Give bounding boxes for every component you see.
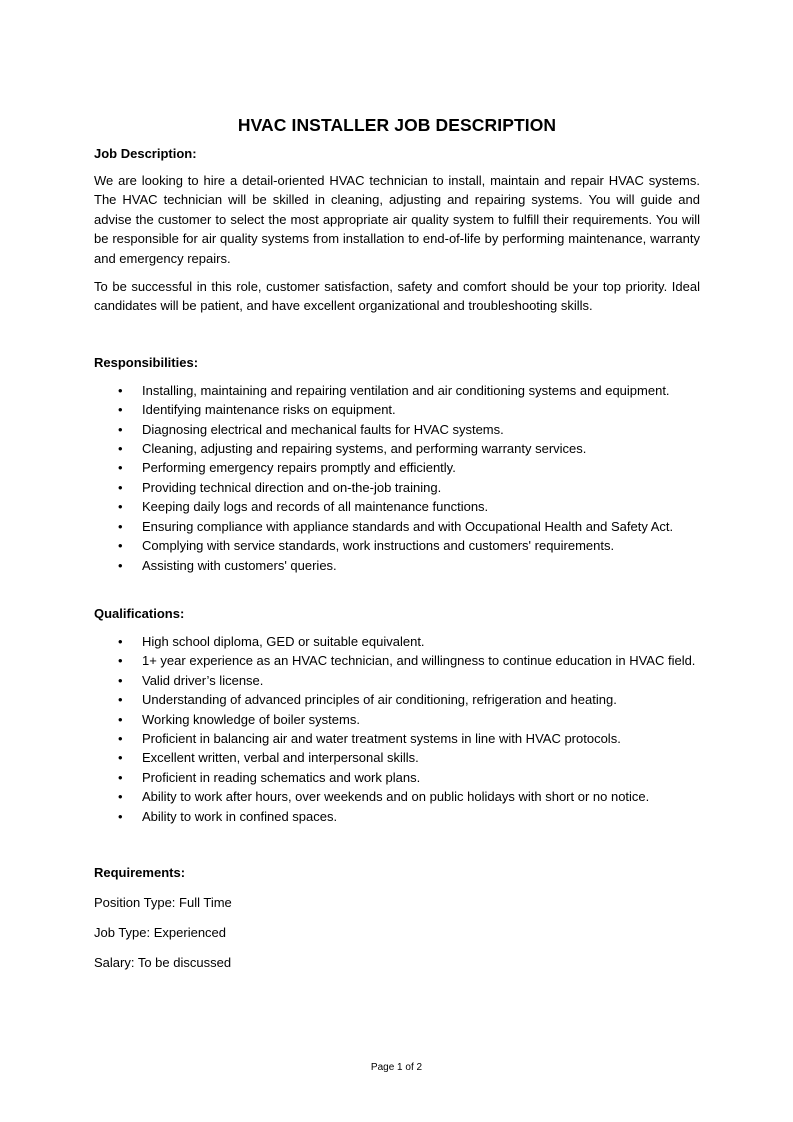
list-item-text: Diagnosing electrical and mechanical faults for HVAC systems. bbox=[142, 421, 504, 437]
bullet-icon: • bbox=[118, 421, 123, 437]
list-item bbox=[94, 497, 700, 516]
section-spacer bbox=[94, 316, 700, 354]
list-item-text: High school diploma, GED or suitable equivalent. bbox=[142, 633, 425, 649]
list-item-text: Keeping daily logs and records of all maintenance functions. bbox=[142, 499, 489, 515]
bullet-icon: • bbox=[118, 789, 123, 805]
list-item bbox=[94, 439, 700, 458]
list-item bbox=[94, 400, 700, 419]
bullet-icon: • bbox=[118, 382, 123, 398]
list-item bbox=[94, 556, 700, 575]
list-item bbox=[94, 768, 700, 787]
list-item-text: Working knowledge of boiler systems. bbox=[142, 711, 360, 727]
responsibilities-list bbox=[94, 381, 700, 575]
bullet-icon: • bbox=[118, 538, 123, 554]
job-type-line: Job Type: Experienced bbox=[94, 924, 227, 940]
bullet-icon: • bbox=[118, 557, 123, 573]
list-item-text: Valid driver’s license. bbox=[142, 672, 264, 688]
list-item-text: Proficient in balancing air and water treatment systems in line with HVAC protocols. bbox=[142, 730, 621, 746]
qualifications-heading: Qualifications: bbox=[94, 605, 185, 621]
list-item-text: Ability to work after hours, over weekends and on public holidays with short or no notice. bbox=[142, 789, 650, 805]
bullet-icon: • bbox=[118, 460, 123, 476]
bullet-icon: • bbox=[118, 499, 123, 515]
list-item bbox=[94, 729, 700, 748]
qualifications-list bbox=[94, 632, 700, 826]
list-item bbox=[94, 381, 700, 400]
bullet-icon: • bbox=[118, 692, 123, 708]
list-item bbox=[94, 651, 700, 670]
list-item bbox=[94, 536, 700, 555]
bullet-icon: • bbox=[118, 711, 123, 727]
list-item-text: Excellent written, verbal and interpersonal skills. bbox=[142, 750, 419, 766]
list-item-text: Identifying maintenance risks on equipment. bbox=[142, 402, 396, 418]
list-item bbox=[94, 420, 700, 439]
bullet-icon: • bbox=[118, 633, 123, 649]
list-item-text: Ability to work in confined spaces. bbox=[142, 808, 338, 824]
list-item bbox=[94, 458, 700, 477]
page-number-footer: Page 1 of 2 bbox=[370, 1062, 423, 1073]
document-title: HVAC INSTALLER JOB DESCRIPTION bbox=[237, 115, 557, 135]
list-item-text: Installing, maintaining and repairing ventilation and air conditioning systems and equipment. bbox=[142, 382, 670, 398]
list-item-text: Providing technical direction and on-the-job training. bbox=[142, 479, 442, 495]
bullet-icon: • bbox=[118, 750, 123, 766]
list-item bbox=[94, 632, 700, 651]
list-item-text: Proficient in reading schematics and work plans. bbox=[142, 769, 421, 785]
section-spacer bbox=[94, 575, 700, 605]
bullet-icon: • bbox=[118, 672, 123, 688]
list-item-text: Cleaning, adjusting and repairing systems, and performing warranty services. bbox=[142, 441, 587, 457]
position-type-line: Position Type: Full Time bbox=[94, 894, 232, 910]
job-description-paragraph: To be successful in this role, customer satisfaction, safety and comfort should be your top priority. Ideal candidates will be patient, and have excellent organizational and troubleshooting skills. bbox=[94, 279, 700, 314]
bullet-icon: • bbox=[118, 808, 123, 824]
list-item-text: Assisting with customers' queries. bbox=[142, 557, 337, 573]
bullet-icon: • bbox=[118, 769, 123, 785]
salary-line: Salary: To be discussed bbox=[94, 954, 232, 970]
bullet-icon: • bbox=[118, 402, 123, 418]
list-item-text: Understanding of advanced principles of air conditioning, refrigeration and heating. bbox=[142, 692, 617, 708]
bullet-icon: • bbox=[118, 653, 123, 669]
list-item-text: Performing emergency repairs promptly and efficiently. bbox=[142, 460, 456, 476]
list-item-text: 1+ year experience as an HVAC technician, and willingness to continue education in HVAC field. bbox=[142, 653, 696, 669]
list-item bbox=[94, 517, 700, 536]
list-item bbox=[94, 478, 700, 497]
requirements-heading: Requirements: bbox=[94, 864, 186, 880]
document-body bbox=[94, 114, 700, 971]
list-item bbox=[94, 807, 700, 826]
bullet-icon: • bbox=[118, 441, 123, 457]
bullet-icon: • bbox=[118, 479, 123, 495]
list-item bbox=[94, 748, 700, 767]
job-description-paragraph: We are looking to hire a detail-oriented HVAC technician to install, maintain and repair HVAC systems. The HVAC technician will be skilled in cleaning, adjusting and repairing systems. You will guide and advise the customer to select the most appropriate air quality system to fulfill their requirements. You will be responsible for air quality systems from installation to end-of-life by performing maintenance, warranty and emergency repairs. bbox=[94, 173, 700, 266]
list-item bbox=[94, 671, 700, 690]
list-item bbox=[94, 690, 700, 709]
list-item-text: Ensuring compliance with appliance standards and with Occupational Health and Safety Act. bbox=[142, 518, 674, 534]
list-item-text: Complying with service standards, work instructions and customers' requirements. bbox=[142, 538, 615, 554]
bullet-icon: • bbox=[118, 518, 123, 534]
list-item bbox=[94, 710, 700, 729]
section-spacer bbox=[94, 826, 700, 864]
responsibilities-heading: Responsibilities: bbox=[94, 354, 199, 370]
job-description-heading: Job Description: bbox=[94, 146, 197, 161]
list-item bbox=[94, 787, 700, 806]
bullet-icon: • bbox=[118, 730, 123, 746]
